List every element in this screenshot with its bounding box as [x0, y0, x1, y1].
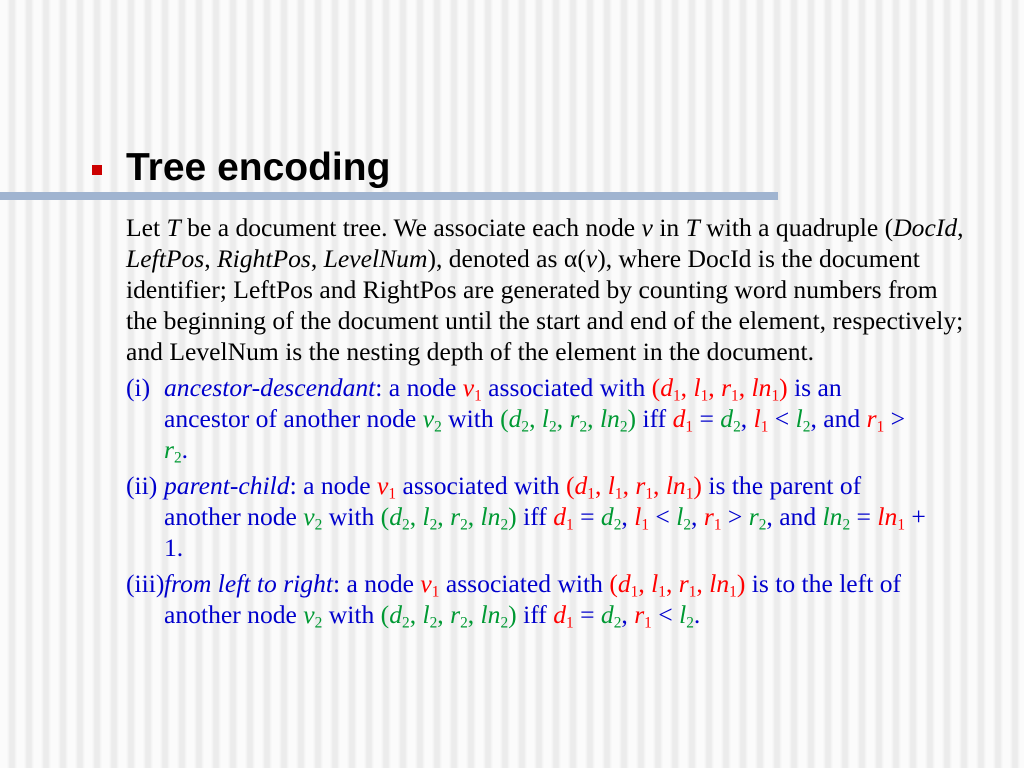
text-run: , [409, 502, 423, 531]
text-line [126, 501, 1006, 532]
text-run: iff [516, 502, 554, 531]
text-run: ), where DocId is the document [597, 244, 920, 273]
subscript: 2 [500, 516, 509, 534]
italic-term: r [569, 404, 580, 433]
item-label: (ii) [126, 471, 158, 500]
italic-term: ln [751, 373, 772, 402]
text-run: : a node [289, 471, 377, 500]
text-line [126, 336, 1006, 367]
italic-term: v [420, 569, 432, 598]
text-run: ( [609, 569, 618, 598]
italic-term: v [377, 471, 389, 500]
italic-term: v [303, 502, 315, 531]
italic-term: r [634, 600, 645, 629]
definition-item [126, 372, 1006, 465]
text-run: ) [508, 600, 517, 629]
subscript: 2 [758, 516, 767, 534]
text-run: be a document tree. We associate each node [180, 213, 642, 242]
text-run: is to the left of [745, 569, 902, 598]
subscript: 1 [672, 387, 681, 405]
subscript: 2 [434, 418, 442, 436]
text-line [126, 372, 1006, 403]
italic-term: T [685, 213, 700, 242]
italic-term: l [607, 471, 615, 500]
italic-term: d [617, 569, 631, 598]
text-run: > [884, 404, 906, 433]
italic-term: d [660, 373, 673, 402]
text-run: ( [577, 244, 586, 273]
italic-term: ln [599, 404, 620, 433]
text-run: = [693, 404, 721, 433]
text-run: , [957, 213, 964, 242]
text-run: , [556, 404, 570, 433]
text-run: , [696, 569, 710, 598]
text-run: and LevelNum is the nesting depth of the element in the document. [126, 337, 815, 366]
italic-term: d [672, 404, 686, 433]
subscript: 2 [733, 418, 741, 436]
italic-term: T [166, 213, 181, 242]
text-run: associated with [396, 471, 566, 500]
italic-term: r [164, 435, 174, 464]
text-run: , [587, 404, 600, 433]
subscript: 1 [658, 583, 666, 601]
text-line [126, 434, 1006, 465]
subscript: 1 [688, 583, 697, 601]
subscript: 1 [641, 516, 649, 534]
text-line [126, 470, 1006, 501]
subscript: 1 [713, 516, 722, 534]
italic-term: l [676, 502, 684, 531]
subscript: 2 [802, 418, 811, 436]
text-run: , [437, 502, 451, 531]
subscript: 1 [388, 485, 397, 503]
subscript: 2 [842, 516, 851, 534]
italic-term: l [422, 502, 430, 531]
subscript: 2 [460, 614, 468, 632]
text-run: : a node [375, 373, 463, 402]
italic-term: v [585, 244, 598, 273]
text-run: iff [516, 600, 554, 629]
italic-term: v [422, 404, 435, 433]
text-run: , [204, 244, 218, 273]
text-run: , [621, 502, 635, 531]
italic-term: d [508, 404, 522, 433]
subscript: 2 [314, 516, 323, 534]
text-run: α [563, 244, 578, 273]
title-underline-rule [0, 192, 778, 200]
italic-term: RightPos [217, 244, 311, 273]
italic-term: l [541, 404, 549, 433]
italic-term: r [703, 502, 714, 531]
text-run: ( [380, 600, 390, 629]
text-run: < [768, 404, 796, 433]
italic-term: l [651, 569, 659, 598]
subscript: 2 [173, 449, 182, 467]
text-run: ) [693, 471, 702, 500]
text-run: , [708, 373, 722, 402]
italic-term: d [720, 404, 734, 433]
text-run: , [665, 569, 679, 598]
text-line [126, 403, 1006, 434]
italic-term: l [634, 502, 642, 531]
text-run: = [573, 502, 601, 531]
italic-term: d [389, 600, 402, 629]
text-run: with [322, 600, 381, 629]
text-run: , [740, 404, 754, 433]
subscript: 1 [565, 614, 574, 632]
text-run: . [693, 600, 701, 629]
italic-term: l [422, 600, 430, 629]
italic-term: r [635, 471, 646, 500]
intro-paragraph [126, 212, 1006, 367]
subscript: 1 [614, 485, 623, 503]
text-run: iff [636, 404, 673, 433]
italic-term: DocId [893, 213, 958, 242]
subscript: 2 [686, 614, 694, 632]
italic-term: d [600, 502, 614, 531]
subscript: 2 [579, 418, 588, 436]
text-line [126, 274, 1006, 305]
text-run: , [529, 404, 542, 433]
subscript: 1 [645, 485, 654, 503]
italic-term: d [553, 502, 566, 531]
italic-term: d [389, 502, 402, 531]
subscript: 1 [897, 516, 905, 534]
text-line [126, 599, 1006, 630]
text-run: , [467, 600, 481, 629]
text-run: , [310, 244, 324, 273]
subscript: 1 [685, 485, 694, 503]
text-run: < [651, 600, 680, 629]
italic-term: ln [709, 569, 730, 598]
subscript: 1 [876, 418, 885, 436]
text-run: , and [810, 404, 867, 433]
text-run: > [721, 502, 749, 531]
italic-term: LevelNum [323, 244, 428, 273]
subscript: 2 [683, 516, 692, 534]
italic-term: v [462, 373, 475, 402]
italic-term: r [450, 502, 461, 531]
italic-term: l [679, 600, 687, 629]
subscript: 1 [474, 387, 482, 405]
text-line [126, 243, 1006, 274]
text-run: ( [565, 471, 575, 500]
slide-title: Tree encoding [126, 146, 391, 189]
text-run: + [905, 502, 926, 531]
text-run: , [409, 600, 423, 629]
text-run: with a quadruple ( [699, 213, 894, 242]
italic-term: ln [665, 471, 686, 500]
text-run: ) [508, 502, 517, 531]
item-label: (i) [126, 373, 151, 402]
subscript: 2 [549, 418, 557, 436]
italic-term: from left to right [164, 569, 333, 598]
text-run: < [649, 502, 677, 531]
text-run: ) [627, 404, 637, 433]
text-line [126, 532, 1006, 563]
subscript: 1 [729, 583, 737, 601]
italic-term: ln [822, 502, 843, 531]
text-run: is the parent of [701, 471, 862, 500]
subscript: 2 [402, 614, 410, 632]
text-run: : a node [332, 569, 421, 598]
text-run: ), denoted as [427, 244, 564, 273]
text-run: , [467, 502, 481, 531]
subscript: 1 [700, 387, 709, 405]
subscript: 2 [500, 614, 509, 632]
text-line [126, 305, 1006, 336]
subscript: 2 [429, 614, 438, 632]
text-run: , [680, 373, 694, 402]
text-run: with [322, 502, 381, 531]
text-run: Let [126, 213, 167, 242]
subscript: 1 [587, 485, 595, 503]
subscript: 2 [460, 516, 468, 534]
italic-term: d [553, 600, 566, 629]
text-run: associated with [439, 569, 610, 598]
subscript: 1 [760, 418, 769, 436]
italic-term: ln [877, 502, 898, 531]
italic-term: r [678, 569, 689, 598]
subscript: 1 [685, 418, 694, 436]
subscript: 2 [402, 516, 410, 534]
italic-term: r [748, 502, 759, 531]
subscript: 1 [731, 387, 739, 405]
text-run: , and [766, 502, 823, 531]
text-run: = [850, 502, 878, 531]
text-run: another node [164, 600, 304, 629]
text-run: , [691, 502, 704, 531]
text-run: ) [779, 373, 788, 402]
subscript: 1 [565, 516, 574, 534]
square-bullet-icon [92, 165, 102, 175]
subscript: 2 [619, 418, 628, 436]
subscript: 2 [429, 516, 438, 534]
text-run: ancestor of another node [164, 404, 423, 433]
text-run: ( [651, 373, 661, 402]
text-run: the beginning of the document until the start and end of the element, respectively; [126, 306, 964, 335]
text-run: . [181, 435, 189, 464]
text-run: ( [380, 502, 390, 531]
text-run: ) [736, 569, 746, 598]
text-run: identifier; LeftPos and RightPos are generated by counting word numbers from [126, 275, 938, 304]
text-run: ( [500, 404, 509, 433]
definition-item [126, 568, 1006, 630]
italic-term: r [721, 373, 732, 402]
text-run: is an [787, 373, 842, 402]
italic-term: LeftPos [126, 244, 205, 273]
text-run: , [437, 600, 451, 629]
italic-term: l [693, 373, 701, 402]
subscript: 2 [613, 516, 622, 534]
italic-term: v [303, 600, 315, 629]
text-run: 1. [164, 533, 184, 562]
italic-term: ln [480, 502, 501, 531]
subscript: 2 [613, 614, 622, 632]
subscript: 1 [431, 583, 440, 601]
italic-term: l [795, 404, 803, 433]
italic-term: ancestor-descendant [164, 373, 376, 402]
subscript: 1 [630, 583, 639, 601]
subscript: 2 [521, 418, 530, 436]
subscript: 1 [644, 614, 652, 632]
italic-term: v [641, 213, 653, 242]
text-line [126, 568, 1006, 599]
text-run: , [594, 471, 608, 500]
subscript: 2 [314, 614, 323, 632]
slide-body [126, 212, 1006, 630]
text-run: associated with [481, 373, 652, 402]
text-run: another node [164, 502, 304, 531]
text-run: , [653, 471, 666, 500]
text-run: , [621, 600, 635, 629]
text-run: , [638, 569, 652, 598]
italic-term: d [574, 471, 588, 500]
italic-term: l [753, 404, 761, 433]
text-run: , [622, 471, 636, 500]
definition-item [126, 470, 1006, 563]
italic-term: r [450, 600, 461, 629]
text-run: , [738, 373, 752, 402]
italic-term: parent-child [164, 471, 290, 500]
text-run: = [573, 600, 601, 629]
item-label: (iii) [126, 569, 165, 598]
italic-term: ln [480, 600, 501, 629]
text-line [126, 212, 1006, 243]
italic-term: d [600, 600, 614, 629]
italic-term: r [866, 404, 877, 433]
text-run: in [652, 213, 686, 242]
text-run: with [441, 404, 501, 433]
subscript: 1 [771, 387, 780, 405]
